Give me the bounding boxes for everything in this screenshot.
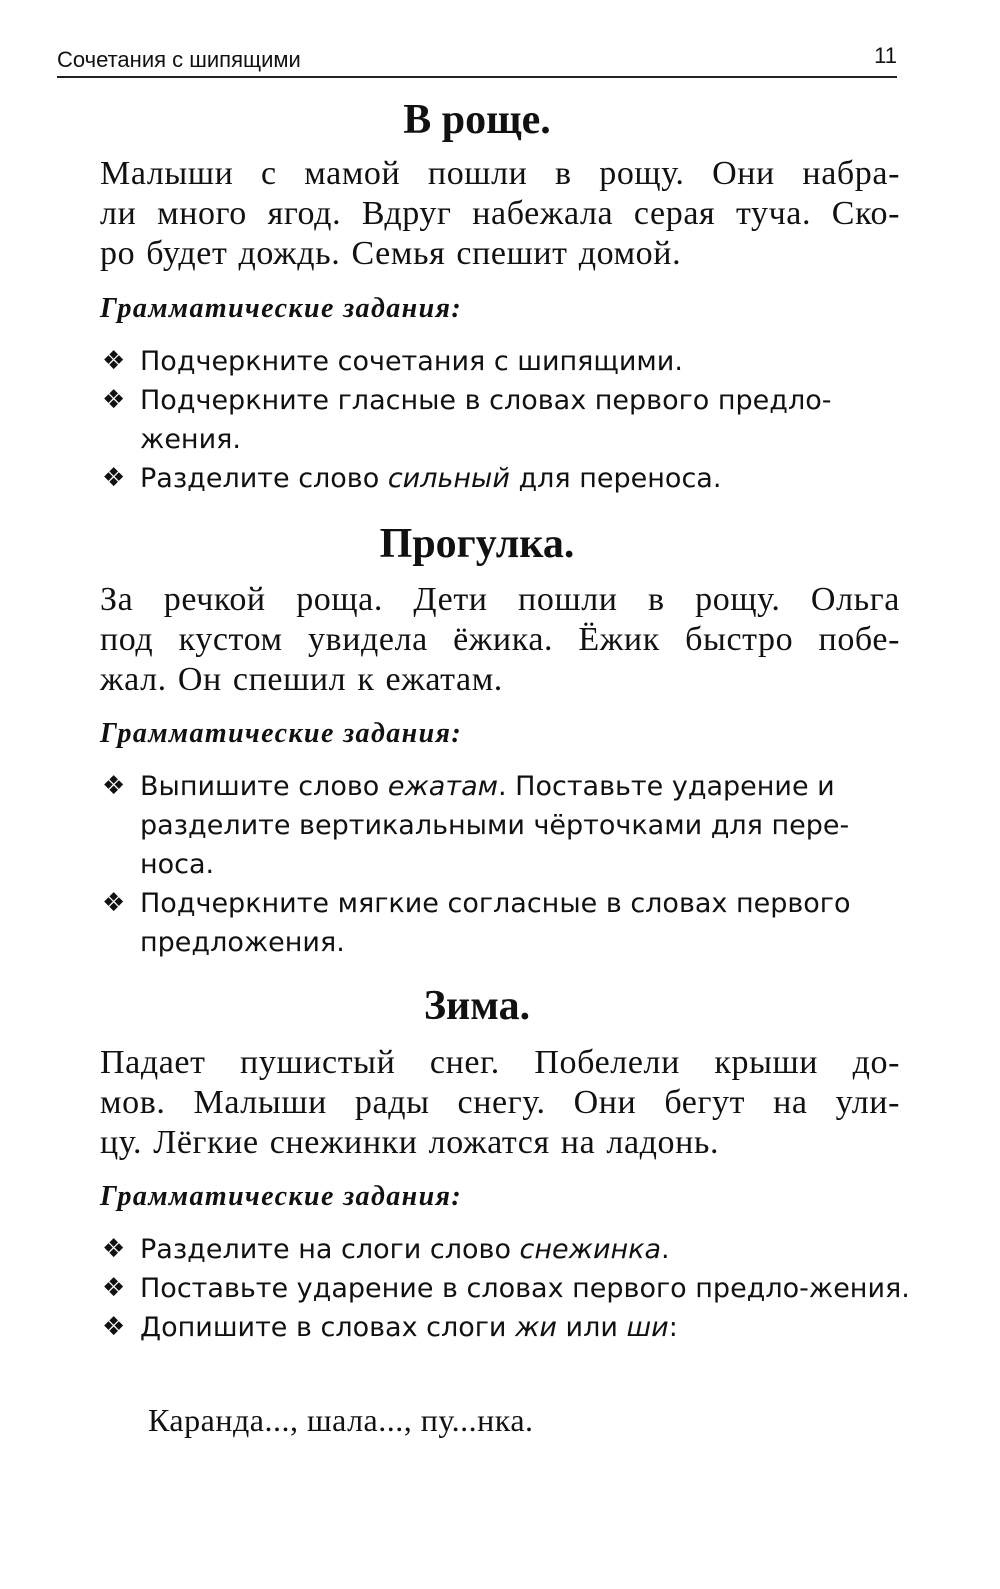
list-item	[100, 459, 910, 498]
task-keyword: ежатам	[387, 771, 498, 802]
task-text: или	[556, 1312, 627, 1343]
list-item	[100, 884, 910, 962]
story-text	[100, 154, 900, 274]
page-number: 11	[874, 43, 897, 68]
task-text: для переноса.	[509, 463, 722, 494]
diamond-bullet-icon: ❖	[102, 1234, 126, 1264]
list-item	[100, 767, 910, 884]
task-text: Выпишите слово	[140, 771, 388, 802]
story-text	[100, 1043, 900, 1163]
task-keyword: жи	[515, 1312, 557, 1343]
task-text: Подчеркните мягкие согласные в словах первого предложения.	[140, 888, 851, 958]
text-line: За речкой роща. Дети пошли в рощу. Ольга	[100, 581, 900, 618]
task-keyword: ши	[626, 1312, 669, 1343]
task-text: Поставьте ударение в словах первого предло-жения.	[140, 1273, 910, 1304]
diamond-bullet-icon: ❖	[102, 888, 126, 918]
diamond-bullet-icon: ❖	[102, 771, 126, 801]
task-text: Подчеркните гласные в словах первого предло-жения.	[140, 385, 832, 455]
story-title: В роще.	[403, 97, 551, 143]
list-item	[100, 1269, 910, 1308]
diamond-bullet-icon: ❖	[102, 463, 126, 493]
task-list	[100, 342, 910, 498]
task-keyword: снежинка	[519, 1234, 662, 1265]
list-item	[100, 381, 910, 459]
running-head	[57, 40, 897, 78]
task-text: . Поставьте ударение и разделите вертикальными чёрточками для пере-носа.	[140, 771, 850, 880]
text-line: ро будет дождь. Семья спешит домой.	[100, 235, 682, 272]
text-line: ли много ягод. Вдруг набежала серая туча. Ско-	[100, 195, 900, 232]
story-title: Прогулка.	[379, 521, 575, 567]
task-list	[100, 1230, 910, 1347]
text-line: Малыши с мамой пошли в рощу. Они набра-	[100, 155, 900, 192]
task-text: :	[668, 1312, 678, 1343]
tasks-heading: Грамматические задания:	[100, 293, 463, 324]
list-item	[100, 1308, 910, 1347]
tasks-heading: Грамматические задания:	[100, 1181, 463, 1212]
text-line: мов. Малыши рады снегу. Они бегут на ули-	[100, 1084, 900, 1121]
diamond-bullet-icon: ❖	[102, 385, 126, 415]
story-title: Зима.	[423, 983, 531, 1029]
diamond-bullet-icon: ❖	[102, 1312, 126, 1342]
task-keyword: сильный	[387, 463, 510, 494]
text-line: жал. Он спешил к ежатам.	[100, 661, 503, 698]
task-text: Разделите на слоги слово	[140, 1234, 520, 1265]
task-text: .	[661, 1234, 670, 1265]
tasks-heading: Грамматические задания:	[100, 718, 463, 749]
task-text: Допишите в словах слоги	[140, 1312, 516, 1343]
diamond-bullet-icon: ❖	[102, 1273, 126, 1303]
text-line: под кустом увидела ёжика. Ёжик быстро побе-	[100, 621, 900, 658]
section-title: Сочетания с шипящими	[57, 47, 301, 72]
diamond-bullet-icon: ❖	[102, 346, 126, 376]
task-list	[100, 767, 910, 962]
text-line: Падает пушистый снег. Побелели крыши до-	[100, 1044, 900, 1081]
text-line: цу. Лёгкие снежинки ложатся на ладонь.	[100, 1124, 720, 1161]
task-text: Разделите слово	[140, 463, 388, 494]
task-text: Подчеркните сочетания с шипящими.	[140, 346, 683, 377]
list-item	[100, 1230, 910, 1269]
story-text	[100, 580, 900, 700]
list-item	[100, 342, 910, 381]
exercise-line: Каранда..., шала..., пу...нка.	[148, 1402, 534, 1438]
